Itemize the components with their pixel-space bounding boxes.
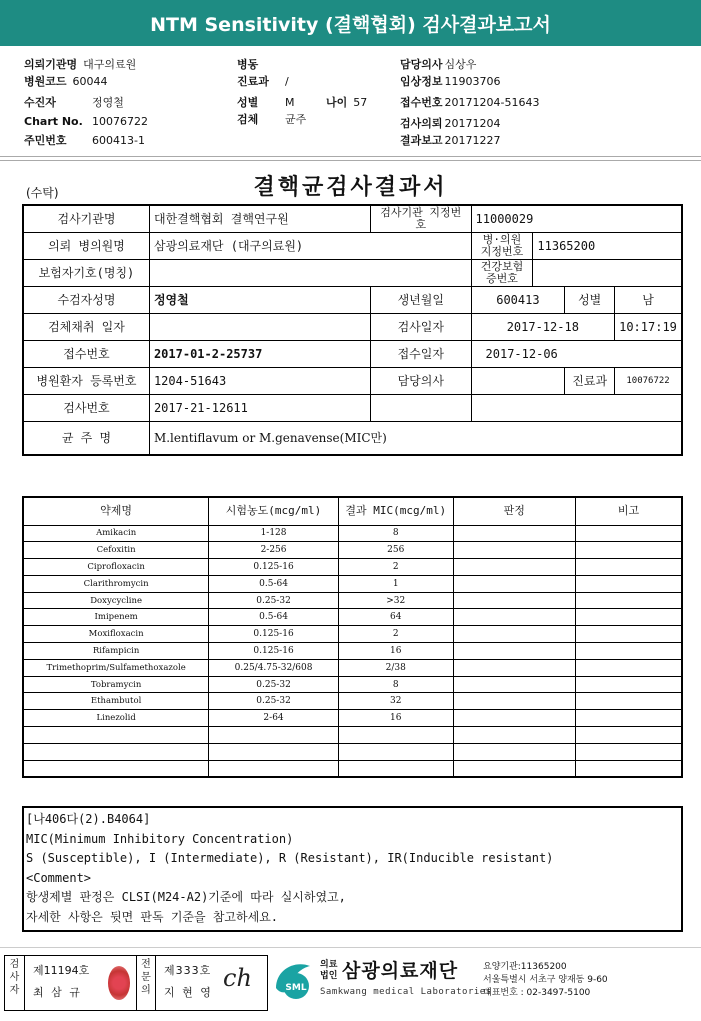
consignment-label: (수탁) (26, 186, 59, 200)
mic-table-body (23, 525, 682, 777)
table-cell-mic: 16 (338, 710, 453, 727)
comment-line: <Comment> (26, 870, 92, 885)
test-time: 10:17:19 (615, 313, 682, 340)
samkwang-logo-icon (272, 956, 322, 1002)
lab-name: 대한결핵협회 결핵연구원 (149, 205, 370, 232)
comment-line: 항생제별 판정은 CLSI(M24-A2)기준에 따라 실시하였고, (26, 890, 346, 905)
doctor (471, 367, 565, 394)
test-number: 2017-21-12611 (149, 394, 370, 421)
empty-cell (471, 394, 682, 421)
table-cell-drug: Ethambutol (23, 693, 209, 710)
insurance (149, 259, 471, 286)
specialist-name: 지 현 영 (164, 986, 213, 999)
table-cell-judge (453, 592, 575, 609)
table-cell-conc: 0.5-64 (209, 575, 339, 592)
lab-id: 11000029 (471, 205, 682, 232)
ward-row: 병동 (237, 58, 259, 71)
form-row (23, 286, 682, 313)
table-row (23, 575, 682, 592)
table-row (23, 626, 682, 643)
empty-cell (370, 394, 471, 421)
table-cell-conc (209, 743, 339, 760)
table-cell-note (576, 592, 683, 609)
dept-row: 진료과 / (237, 75, 289, 88)
table-cell-conc: 0.125-16 (209, 626, 339, 643)
clinical-row: 임상정보 11903706 (400, 75, 501, 88)
health-no (533, 259, 682, 286)
table-row (23, 727, 682, 744)
table-cell-drug: Trimethoprim/Sulfamethoxazole (23, 659, 209, 676)
col-header-drug: 약제명 (23, 497, 209, 525)
table-cell-mic (338, 727, 453, 744)
table-cell-mic: 256 (338, 542, 453, 559)
table-cell-judge (453, 542, 575, 559)
table-cell-drug: Moxifloxacin (23, 626, 209, 643)
form-row (23, 367, 682, 394)
form-row (23, 394, 682, 421)
table-cell-judge (453, 575, 575, 592)
ref-id: 11365200 (533, 232, 682, 259)
col-header-judge: 판정 (453, 497, 575, 525)
form-row (23, 205, 682, 232)
registration-no: 1204-51643 (149, 367, 370, 394)
form-label: 보험자기호(명칭) (23, 259, 149, 286)
specialist-license: 제333호 (164, 964, 212, 977)
table-cell-mic: 32 (338, 693, 453, 710)
requester-row: 의뢰기관명 대구의료원 (24, 58, 137, 71)
rrn-row: 주민번호 600413-1 (24, 134, 145, 147)
patient-name: 정영철 (149, 286, 370, 313)
form-label: 검사번호 (23, 394, 149, 421)
logo-corp-label: 의료 법인 (320, 960, 338, 981)
institution-code: 요양기관:11365200 (483, 962, 567, 972)
table-cell-mic: 2 (338, 626, 453, 643)
form-label: 검체채취 일자 (23, 313, 149, 340)
table-cell-mic: 2 (338, 559, 453, 576)
form-label: 건강보험 증번호 (471, 259, 533, 286)
table-row (23, 559, 682, 576)
table-cell-judge (453, 760, 575, 777)
table-cell-drug: Linezolid (23, 710, 209, 727)
col-header-result: 결과 MIC(mcg/ml) (338, 497, 453, 525)
form-row (23, 259, 682, 286)
form-label: 수검자성명 (23, 286, 149, 313)
table-cell-mic: 16 (338, 643, 453, 660)
table-row (23, 609, 682, 626)
report-date-row: 결과보고 20171227 (400, 134, 501, 147)
form-label: 접수일자 (370, 340, 471, 367)
table-cell-judge (453, 693, 575, 710)
test-date: 2017-12-18 (471, 313, 615, 340)
birth-date: 600413 (471, 286, 565, 313)
table-row (23, 693, 682, 710)
exam-form-table (22, 204, 683, 456)
form-row (23, 340, 682, 367)
table-cell-drug: Clarithromycin (23, 575, 209, 592)
table-cell-drug (23, 743, 209, 760)
form-row (23, 313, 682, 340)
table-cell-drug (23, 727, 209, 744)
table-cell-note (576, 676, 683, 693)
form-row (23, 232, 682, 259)
table-cell-drug: Cefoxitin (23, 542, 209, 559)
receipt-row: 접수번호 20171204-51643 (400, 96, 540, 109)
table-cell-drug: Rifampicin (23, 643, 209, 660)
form-label: 생년월일 (370, 286, 471, 313)
comment-box (22, 806, 683, 932)
table-cell-conc: 0.25-32 (209, 676, 339, 693)
examiner-name: 최 삼 규 (33, 986, 82, 999)
specialist-vertical-label: 전문의 (136, 956, 156, 1010)
table-cell-drug: Tobramycin (23, 676, 209, 693)
table-cell-conc: 0.125-16 (209, 643, 339, 660)
logo-name: 삼광의료재단 (342, 960, 459, 982)
table-cell-mic: 8 (338, 676, 453, 693)
table-row (23, 710, 682, 727)
table-cell-note (576, 609, 683, 626)
form-label: 병·의원 지정번호 (471, 232, 533, 259)
table-cell-judge (453, 525, 575, 542)
comment-code: [나406다(2).B4064] (26, 812, 151, 826)
table-cell-drug: Doxycycline (23, 592, 209, 609)
receipt-date: 2017-12-06 (471, 340, 682, 367)
divider (0, 947, 701, 948)
table-cell-note (576, 559, 683, 576)
mic-header-row (23, 497, 682, 525)
table-cell-mic: 1 (338, 575, 453, 592)
table-cell-conc: 0.5-64 (209, 609, 339, 626)
table-cell-conc: 0.25-32 (209, 592, 339, 609)
table-row (23, 676, 682, 693)
table-cell-drug: Imipenem (23, 609, 209, 626)
table-cell-conc: 1-128 (209, 525, 339, 542)
table-row (23, 659, 682, 676)
table-cell-note (576, 525, 683, 542)
patient-sex: 남 (615, 286, 682, 313)
table-cell-note (576, 575, 683, 592)
signature-box (4, 955, 268, 1011)
table-cell-judge (453, 643, 575, 660)
sex-row: 성별 M (237, 96, 295, 109)
ref-hospital: 삼광의료재단 (대구의료원) (149, 232, 471, 259)
address-block (483, 961, 608, 1000)
age-row: 나이 57 (326, 96, 368, 109)
signature-icon: ch (223, 964, 252, 992)
divider (0, 160, 701, 161)
table-cell-conc: 2-256 (209, 542, 339, 559)
table-cell-note (576, 727, 683, 744)
address: 서울특별시 서초구 양재동 9-60 (483, 975, 608, 985)
patient-info-block (0, 52, 701, 152)
exam-row: 검체 균주 (237, 113, 307, 126)
comment-line: MIC(Minimum Inhibitory Concentration) (26, 831, 294, 846)
examiner-license: 제11194호 (33, 964, 90, 977)
form-label: 의뢰 병의원명 (23, 232, 149, 259)
table-cell-mic: 64 (338, 609, 453, 626)
table-cell-drug (23, 760, 209, 777)
request-date-row: 검사의뢰 20171204 (400, 117, 501, 130)
table-cell-judge (453, 609, 575, 626)
form-label: 진료과 (565, 367, 615, 394)
table-row (23, 743, 682, 760)
report-title: NTM Sensitivity (결핵협회) 검사결과보고서 (150, 14, 551, 36)
table-cell-judge (453, 743, 575, 760)
table-cell-drug: Ciprofloxacin (23, 559, 209, 576)
table-cell-conc: 0.25/4.75-32/608 (209, 659, 339, 676)
table-row (23, 760, 682, 777)
divider (0, 156, 701, 157)
table-row (23, 542, 682, 559)
patient-row: 수진자 정영철 (24, 96, 124, 109)
form-label: 검사기관명 (23, 205, 149, 232)
logo-english: Samkwang medical Laboratories (320, 987, 492, 997)
table-cell-judge (453, 676, 575, 693)
table-cell-mic (338, 743, 453, 760)
table-cell-judge (453, 626, 575, 643)
table-row (23, 592, 682, 609)
table-cell-judge (453, 710, 575, 727)
doctor-row: 담당의사 심상우 (400, 58, 477, 71)
table-cell-note (576, 710, 683, 727)
table-cell-note (576, 626, 683, 643)
document-title: 결핵균검사결과서 (253, 174, 448, 200)
form-label: 담당의사 (370, 367, 471, 394)
dept-code: 10076722 (615, 367, 682, 394)
table-cell-judge (453, 559, 575, 576)
table-cell-conc: 0.125-16 (209, 559, 339, 576)
table-row (23, 643, 682, 660)
species-name: M.lentiflavum or M.genavense(MIC만) (149, 421, 682, 455)
table-cell-note (576, 743, 683, 760)
seal-icon (108, 966, 130, 1000)
table-cell-mic: 2/38 (338, 659, 453, 676)
form-label: 성별 (565, 286, 615, 313)
table-cell-judge (453, 727, 575, 744)
chart-row: Chart No. 10076722 (24, 115, 148, 128)
phone: 대표번호 : 02-3497-5100 (483, 988, 591, 998)
mic-result-table (22, 496, 683, 778)
form-label: 접수번호 (23, 340, 149, 367)
table-cell-conc (209, 727, 339, 744)
table-cell-note (576, 760, 683, 777)
hospital-code-row: 병원코드 60044 (24, 75, 108, 88)
examiner-vertical-label: 검사자 (5, 956, 25, 1010)
table-cell-note (576, 643, 683, 660)
form-row (23, 421, 682, 455)
table-cell-conc (209, 760, 339, 777)
logo-sml-text: SML (285, 983, 307, 993)
table-cell-judge (453, 659, 575, 676)
form-label: 병원환자 등록번호 (23, 367, 149, 394)
table-cell-conc: 0.25-32 (209, 693, 339, 710)
table-row (23, 525, 682, 542)
form-label: 검사일자 (370, 313, 471, 340)
table-cell-note (576, 542, 683, 559)
form-label: 검사기관 지정번호 (370, 205, 471, 232)
col-header-note: 비고 (576, 497, 683, 525)
col-header-conc: 시험농도(mcg/ml) (209, 497, 339, 525)
table-cell-drug: Amikacin (23, 525, 209, 542)
table-cell-note (576, 659, 683, 676)
collect-date (149, 313, 370, 340)
table-cell-mic: >32 (338, 592, 453, 609)
receipt-number: 2017-01-2-25737 (149, 340, 370, 367)
report-header (0, 0, 701, 46)
table-cell-note (576, 693, 683, 710)
table-cell-conc: 2-64 (209, 710, 339, 727)
form-label: 균 주 명 (23, 421, 149, 455)
comment-line: 자세한 사항은 뒷면 판독 기준을 참고하세요. (26, 909, 279, 924)
table-cell-mic (338, 760, 453, 777)
table-cell-mic: 8 (338, 525, 453, 542)
comment-line: S (Susceptible), I (Intermediate), R (Resistant), IR(Inducible resistant) (26, 851, 554, 866)
